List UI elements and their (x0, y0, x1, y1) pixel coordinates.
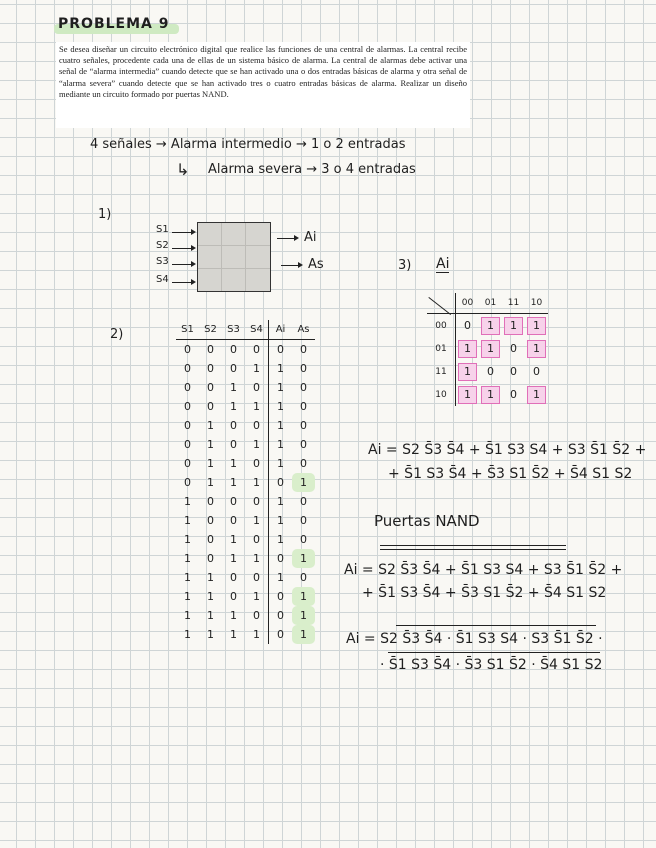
table-cell: 0 (269, 549, 293, 568)
truth-table-header: Ai (269, 320, 293, 340)
kmap-cell: 0 (464, 319, 471, 332)
table-cell: 0 (230, 514, 237, 527)
kmap-col-header: 11 (502, 293, 525, 314)
table-cell: 0 (207, 552, 214, 565)
table-cell: 0 (300, 514, 307, 527)
table-cell: 1 (230, 457, 237, 470)
table-row (176, 454, 315, 473)
table-cell: 1 (292, 473, 315, 492)
kmap-cell: 1 (525, 337, 548, 360)
kmap-cell: 0 (510, 342, 517, 355)
equation-nand-final-line1: Ai = S2 S̄3 S̄4 · S̄1 S3 S4 · S3 S̄1 S̄2 · (346, 631, 603, 647)
table-cell: 1 (207, 628, 214, 641)
table-cell: 0 (207, 514, 214, 527)
table-cell: 0 (184, 362, 191, 375)
table-cell: 0 (253, 381, 260, 394)
table-cell: 1 (253, 514, 260, 527)
table-cell: 0 (300, 533, 307, 546)
table-cell: 0 (184, 476, 191, 489)
table-cell: 0 (269, 625, 293, 644)
table-cell: 1 (269, 530, 293, 549)
kmap-row-header: 11 (427, 360, 456, 383)
kmap-cell: 0 (487, 365, 494, 378)
kmap-col-header: 00 (456, 293, 480, 314)
table-cell: 0 (184, 419, 191, 432)
input-arrow-icon (172, 264, 194, 265)
table-cell: 0 (230, 590, 237, 603)
output-label-ai: Ai (304, 230, 317, 245)
table-cell: 1 (269, 568, 293, 587)
table-cell: 1 (184, 495, 191, 508)
table-cell: 1 (269, 435, 293, 454)
equation-ai-line1: Ai = S2 S̄3 S̄4 + S̄1 S3 S4 + S3 S̄1 S̄2 + (368, 442, 647, 458)
kmap-cell: 1 (456, 337, 480, 360)
step-2-label: 2) (110, 327, 124, 342)
table-cell: 0 (184, 381, 191, 394)
table-cell: 1 (207, 476, 214, 489)
kmap-cell: 0 (510, 388, 517, 401)
table-cell: 1 (230, 381, 237, 394)
table-cell: 1 (292, 549, 315, 568)
table-cell: 0 (253, 495, 260, 508)
table-cell: 0 (230, 438, 237, 451)
table-cell: 1 (184, 628, 191, 641)
equation-ai-line2: + S̄1 S3 S̄4 + S̄3 S1 S̄2 + S̄4 S1 S2 (388, 466, 633, 482)
table-cell: 0 (300, 400, 307, 413)
table-cell: 1 (207, 438, 214, 451)
table-cell: 0 (269, 340, 293, 360)
table-cell: 1 (184, 609, 191, 622)
table-cell: 0 (300, 419, 307, 432)
table-cell: 1 (253, 362, 260, 375)
table-cell: 1 (207, 571, 214, 584)
truth-table-header: S3 (222, 320, 245, 340)
kmap-row-header: 00 (427, 314, 456, 338)
circuit-block (197, 222, 271, 292)
table-row (176, 359, 315, 378)
input-label-s2: S2 (156, 240, 169, 251)
table-cell: 0 (300, 343, 307, 356)
table-cell: 1 (253, 552, 260, 565)
table-cell: 1 (269, 416, 293, 435)
table-row (176, 549, 315, 568)
table-cell: 1 (253, 400, 260, 413)
table-cell: 1 (230, 552, 237, 565)
kmap-cell: 0 (533, 365, 540, 378)
table-cell: 1 (253, 476, 260, 489)
kmap-cell: 1 (456, 383, 480, 406)
table-cell: 0 (184, 400, 191, 413)
note-signals: 4 señales → Alarma intermedio → 1 o 2 entradas (90, 137, 406, 152)
table-cell: 1 (269, 454, 293, 473)
table-cell: 1 (292, 625, 315, 644)
table-cell: 0 (207, 495, 214, 508)
table-cell: 0 (207, 400, 214, 413)
kmap-row-header: 10 (427, 383, 456, 406)
table-row (176, 378, 315, 397)
input-label-s1: S1 (156, 224, 169, 235)
table-cell: 0 (184, 457, 191, 470)
equation-nand-line2: + S̄1 S3 S̄4 + S̄3 S1 S̄2 + S̄4 S1 S2 (362, 585, 607, 601)
step-3-label: 3) (398, 258, 412, 273)
table-row (176, 606, 315, 625)
table-row (176, 530, 315, 549)
overline (380, 545, 566, 546)
input-arrow-icon (172, 248, 194, 249)
table-cell: 0 (184, 438, 191, 451)
table-cell: 0 (207, 533, 214, 546)
table-cell: 1 (184, 533, 191, 546)
kmap-cell: 1 (479, 314, 502, 338)
table-cell: 1 (269, 359, 293, 378)
output-arrow-icon (277, 238, 297, 239)
table-cell: 0 (230, 571, 237, 584)
equation-nand-final-line2: · S̄1 S3 S̄4 · S̄3 S1 S̄2 · S̄4 S1 S2 (380, 657, 603, 673)
input-label-s3: S3 (156, 256, 169, 267)
problem-statement: Se desea diseñar un circuito electrónico digital que realice las funciones de una central de alarmas. La central recibe cuatro señales, procedente cada una de ellas de un sistema básico de alarma. La central de alarmas debe activar una señal de “alarma intermedia” cuando detecte que se han activado una o dos entradas básicas de alarma y otra señal de “alarma severa” cuando detecte que se han activado tres o cuatro entradas básicas de alarma. Realizar un diseño mediante un circuito formado por puertas NAND. (56, 42, 470, 128)
table-cell: 1 (269, 397, 293, 416)
table-cell: 1 (184, 571, 191, 584)
truth-table (176, 320, 315, 644)
table-cell: 0 (253, 571, 260, 584)
table-cell: 0 (230, 419, 237, 432)
table-row (176, 435, 315, 454)
table-row (176, 587, 315, 606)
table-cell: 0 (230, 362, 237, 375)
table-row (176, 511, 315, 530)
table-cell: 0 (184, 343, 191, 356)
table-cell: 1 (292, 606, 315, 625)
truth-table-header: As (292, 320, 315, 340)
kmap-cell: 1 (456, 360, 480, 383)
table-cell: 1 (184, 552, 191, 565)
truth-table-header: S4 (245, 320, 269, 340)
kmap-label: Ai (436, 256, 450, 272)
note-severe: Alarma severa → 3 o 4 entradas (208, 162, 416, 177)
kmap-cell: 0 (510, 365, 517, 378)
table-cell: 0 (269, 473, 293, 492)
table-cell: 1 (253, 590, 260, 603)
table-cell: 1 (230, 609, 237, 622)
table-cell: 1 (230, 476, 237, 489)
table-cell: 1 (207, 419, 214, 432)
truth-table-header: S2 (199, 320, 222, 340)
table-cell: 0 (230, 495, 237, 508)
table-cell: 0 (253, 457, 260, 470)
overline (396, 625, 596, 626)
table-cell: 1 (253, 438, 260, 451)
table-cell: 0 (253, 533, 260, 546)
table-cell: 1 (269, 378, 293, 397)
table-cell: 0 (300, 381, 307, 394)
step-1-label: 1) (98, 207, 112, 222)
input-label-s4: S4 (156, 274, 169, 285)
table-row (176, 473, 315, 492)
table-cell: 0 (253, 419, 260, 432)
table-cell: 0 (230, 343, 237, 356)
table-cell: 1 (269, 492, 293, 511)
table-cell: 0 (300, 438, 307, 451)
overline (388, 652, 600, 653)
truth-table-header: S1 (176, 320, 199, 340)
table-cell: 0 (300, 457, 307, 470)
table-row (176, 416, 315, 435)
table-cell: 1 (292, 587, 315, 606)
table-cell: 0 (269, 606, 293, 625)
table-cell: 1 (230, 400, 237, 413)
table-cell: 1 (207, 609, 214, 622)
kmap-cell: 1 (525, 383, 548, 406)
kmap-cell: 1 (502, 314, 525, 338)
table-cell: 0 (207, 362, 214, 375)
table-row (176, 625, 315, 644)
output-label-as: As (308, 257, 324, 272)
table-row (176, 568, 315, 587)
table-cell: 0 (300, 495, 307, 508)
table-row (176, 492, 315, 511)
input-arrow-icon (172, 282, 194, 283)
table-cell: 0 (300, 362, 307, 375)
table-cell: 0 (300, 571, 307, 584)
input-arrow-icon (172, 232, 194, 233)
table-cell: 1 (184, 590, 191, 603)
table-cell: 1 (207, 457, 214, 470)
equation-nand-line1: Ai = S2 S̄3 S̄4 + S̄1 S3 S4 + S3 S̄1 S̄2 + (344, 562, 623, 578)
table-cell: 1 (184, 514, 191, 527)
table-cell: 0 (253, 609, 260, 622)
kmap-col-header: 10 (525, 293, 548, 314)
table-cell: 1 (230, 628, 237, 641)
table-cell: 0 (207, 381, 214, 394)
karnaugh-map (427, 293, 548, 406)
table-row (176, 397, 315, 416)
kmap-corner (427, 293, 456, 314)
bent-arrow-icon: ↳ (176, 160, 190, 179)
kmap-row-header: 01 (427, 337, 456, 360)
table-cell: 1 (253, 628, 260, 641)
output-arrow-icon (281, 265, 301, 266)
nand-heading: Puertas NAND (374, 512, 480, 530)
table-row (176, 340, 315, 360)
table-cell: 1 (207, 590, 214, 603)
table-cell: 0 (207, 343, 214, 356)
table-cell: 0 (253, 343, 260, 356)
overline (380, 549, 566, 550)
kmap-cell: 1 (479, 337, 502, 360)
kmap-col-header: 01 (479, 293, 502, 314)
kmap-cell: 1 (479, 383, 502, 406)
kmap-cell: 1 (525, 314, 548, 338)
table-cell: 1 (230, 533, 237, 546)
table-cell: 0 (269, 587, 293, 606)
table-cell: 1 (269, 511, 293, 530)
problem-title: PROBLEMA 9 (58, 16, 169, 32)
